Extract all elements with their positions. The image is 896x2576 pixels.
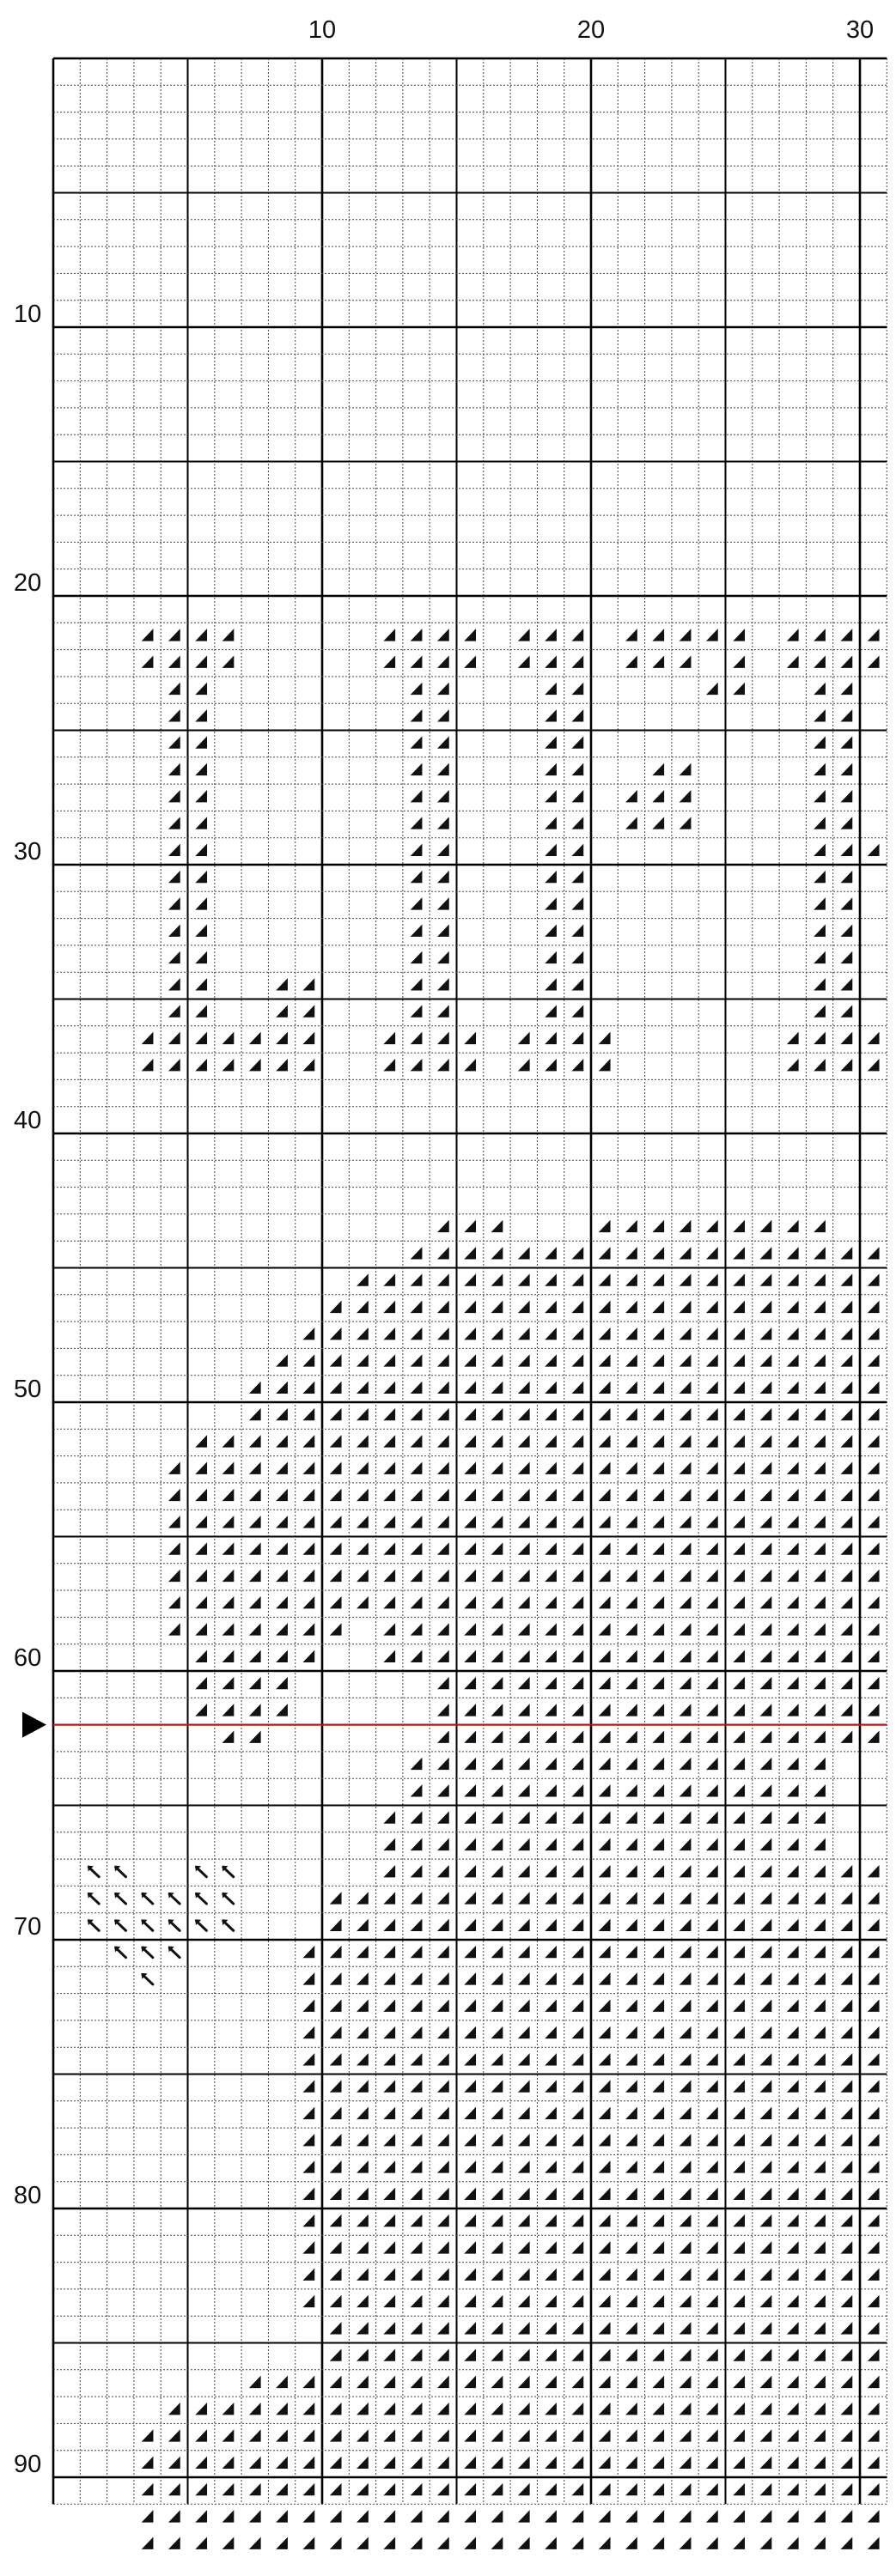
stitch-mark-primary xyxy=(840,2537,852,2549)
stitch-mark-primary xyxy=(787,2510,799,2522)
stitch-mark-primary xyxy=(840,2510,852,2522)
stitch-mark-primary xyxy=(411,2537,423,2549)
stitch-mark-primary xyxy=(276,2537,288,2549)
stitch-mark-primary xyxy=(652,2510,664,2522)
stitch-mark-primary xyxy=(599,2537,611,2549)
stitch-mark-primary xyxy=(302,2537,314,2549)
stitch-mark-primary xyxy=(142,2537,154,2549)
stitch-mark-primary xyxy=(518,2510,530,2522)
stitch-mark-primary xyxy=(814,2510,826,2522)
stitch-mark-primary xyxy=(680,2537,692,2549)
stitch-mark-primary xyxy=(249,2537,261,2549)
row-number-label: 80 xyxy=(14,2182,42,2209)
row-number-label: 70 xyxy=(14,1913,42,1941)
stitch-mark-primary xyxy=(330,2510,342,2522)
stitch-mark-primary xyxy=(168,2510,180,2522)
row-number-label: 30 xyxy=(14,838,42,866)
stitch-mark-primary xyxy=(249,2510,261,2522)
stitch-mark-primary xyxy=(383,2510,395,2522)
stitch-mark-primary xyxy=(760,2510,772,2522)
stitch-mark-primary xyxy=(222,2510,235,2522)
stitch-mark-primary xyxy=(571,2510,583,2522)
stitch-mark-primary xyxy=(330,2537,342,2549)
stitch-mark-primary xyxy=(195,2537,207,2549)
stitch-mark-primary xyxy=(142,2510,154,2522)
stitch-mark-primary xyxy=(518,2537,530,2549)
stitch-mark-primary xyxy=(437,2537,449,2549)
row-number-label: 20 xyxy=(14,569,42,597)
stitch-mark-primary xyxy=(195,2510,207,2522)
stitch-mark-primary xyxy=(625,2510,637,2522)
stitch-mark-primary xyxy=(706,2537,718,2549)
stitch-mark-primary xyxy=(680,2510,692,2522)
stitch-mark-primary xyxy=(760,2537,772,2549)
stitch-mark-primary xyxy=(733,2510,745,2522)
stitch-mark-primary xyxy=(814,2537,826,2549)
stitch-mark-primary xyxy=(464,2537,476,2549)
column-number-label: 10 xyxy=(308,16,337,44)
stitch-mark-primary xyxy=(411,2510,423,2522)
stitch-mark-primary xyxy=(357,2537,369,2549)
stitch-mark-primary xyxy=(571,2537,583,2549)
stitch-mark-primary xyxy=(706,2510,718,2522)
stitch-mark-primary xyxy=(545,2537,557,2549)
stitch-mark-primary xyxy=(787,2537,799,2549)
stitch-mark-primary xyxy=(357,2510,369,2522)
column-number-label: 20 xyxy=(576,16,606,44)
stitch-mark-primary xyxy=(168,2537,180,2549)
stitch-mark-primary xyxy=(437,2510,449,2522)
stitch-mark-primary xyxy=(868,2537,880,2549)
current-row-pointer-icon[interactable] xyxy=(22,1712,46,1738)
stitch-mark-primary xyxy=(868,2510,880,2522)
row-number-label: 50 xyxy=(14,1376,42,1403)
stitch-mark-primary xyxy=(652,2537,664,2549)
stitch-mark-primary xyxy=(491,2510,503,2522)
row-number-label: 40 xyxy=(14,1107,42,1134)
stitch-mark-primary xyxy=(222,2537,235,2549)
column-number-label: 30 xyxy=(845,16,875,44)
row-number-label: 90 xyxy=(14,2451,42,2478)
stitch-mark-primary xyxy=(599,2510,611,2522)
stitch-mark-primary xyxy=(276,2510,288,2522)
stitch-mark-primary xyxy=(464,2510,476,2522)
stitch-mark-primary xyxy=(625,2537,637,2549)
stitch-mark-primary xyxy=(545,2510,557,2522)
row-number-label: 10 xyxy=(14,301,42,328)
stitch-mark-primary xyxy=(302,2510,314,2522)
stitch-mark-primary xyxy=(383,2537,395,2549)
row-number-label: 60 xyxy=(14,1644,42,1672)
stitch-mark-primary xyxy=(491,2537,503,2549)
stitch-mark-primary xyxy=(733,2537,745,2549)
